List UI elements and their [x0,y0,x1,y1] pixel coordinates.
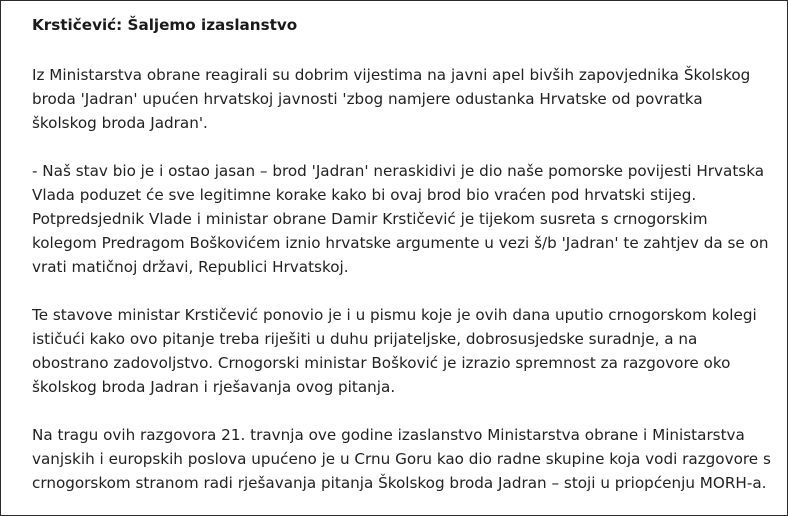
article-paragraph-2: - Naš stav bio je i ostao jasan – brod 'Jadran' neraskidivi je dio naše pomorske povijesti Hrvatska Vlada poduzet će sve legitimne korake kako bi ovaj brod bio vraćen pod hrvatski stijeg. Potpredsjednik Vlade i ministar obrane Damir Krstičević je tijekom susreta s crnogorskim kolegom Predragom Boškovićem iznio hrvatske argumente u vezi š/b 'Jadran' te zahtjev da se on vrati matičnoj državi, Republici Hrvatskoj. [32,162,769,276]
article-paragraph-3: Te stavove ministar Krstičević ponovio je i u pismu koje je ovih dana uputio crnogorskom kolegi ističući kako ovo pitanje treba riješiti u duhu prijateljske, dobrosusjedske suradnje, a na obostrano zadovoljstvo. Crnogorski ministar Bošković je izrazio spremnost za razgovore oko školskog broda Jadran i rješavanja ovog pitanja. [32,306,757,396]
article-paragraph-4: Na tragu ovih razgovora 21. travnja ove godine izaslanstvo Ministarstva obrane i Ministarstva vanjskih i europskih poslova upućeno je u Crnu Goru kao dio radne skupine koja vodi razgovore s crnogorskom stranom radi rješavanja pitanja Školskog broda Jadran – stoji u priopćenju MORH-a. [32,426,771,492]
article-body [32,13,772,495]
article-paragraph-1: Iz Ministarstva obrane reagirali su dobrim vijestima na javni apel bivših zapovjednika Školskog broda 'Jadran' upućen hrvatskoj javnosti 'zbog namjere odustanka Hrvatske od povratka školskog broda Jadran'. [32,66,751,132]
article-title: Krstičević: Šaljemo izaslanstvo [32,16,298,34]
